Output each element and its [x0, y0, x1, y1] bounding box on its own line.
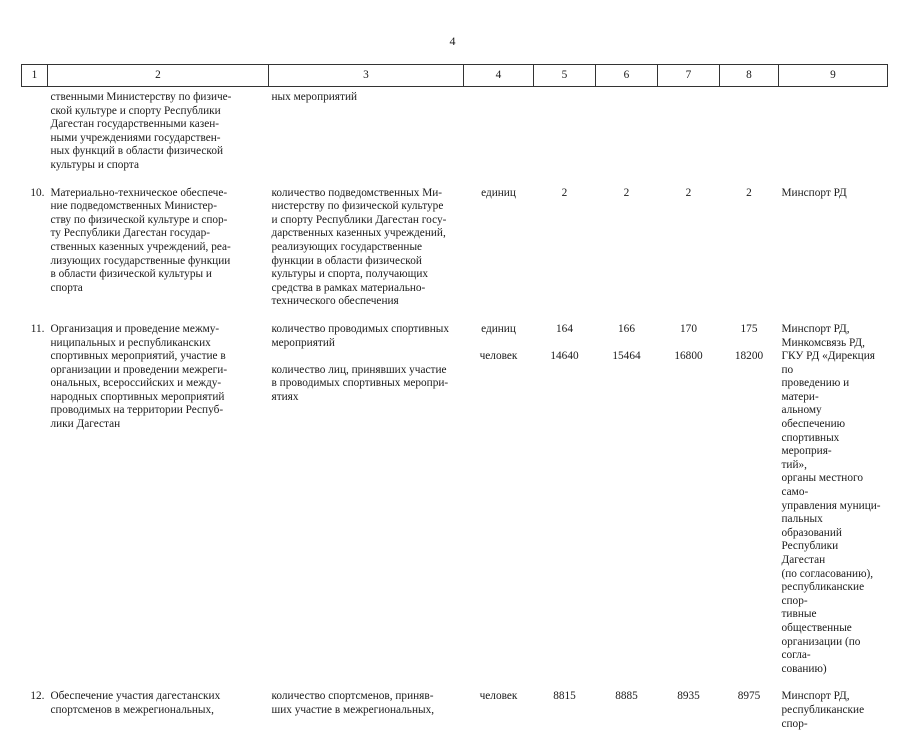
- executor-line: тий»,: [782, 459, 885, 473]
- row-number: 12.: [22, 690, 48, 731]
- measure-line: Дагестан государственными казен-: [51, 118, 266, 132]
- column-header: 5: [534, 65, 596, 87]
- unit-cell: [464, 87, 534, 173]
- measure-line: ние подведомственных Министер-: [51, 200, 266, 214]
- measure-line: лики Дагестан: [51, 418, 266, 432]
- indicator-cell: [269, 87, 464, 173]
- row-number: 10.: [22, 187, 48, 309]
- measure-line: Организация и проведение межму-: [51, 323, 266, 337]
- unit-cell-value: единиц: [467, 187, 531, 201]
- executor-cell: [779, 87, 888, 173]
- unit-cell-value: человек: [467, 350, 531, 364]
- indicator-line: количество лиц, принявших участие: [272, 364, 461, 378]
- unit-cell-value: единиц: [467, 323, 531, 337]
- table-row: [22, 87, 888, 173]
- indicator-line: технического обеспечения: [272, 295, 461, 309]
- value-2021-cell-value: 15464: [599, 350, 655, 364]
- executor-line: спортивных мероприя-: [782, 432, 885, 459]
- executor-line: республиканские спор-: [782, 581, 885, 608]
- executor-line: тивные общественные: [782, 608, 885, 635]
- value-2023-cell: [720, 187, 779, 309]
- value-2022-cell: [658, 323, 720, 676]
- value-2023-cell: [720, 87, 779, 173]
- executor-line: органы местного само-: [782, 472, 885, 499]
- measure-line: проводимых на территории Респуб-: [51, 404, 266, 418]
- table-row: [22, 690, 888, 731]
- measure-line: народных спортивных мероприятий: [51, 391, 266, 405]
- executor-line: Республики Дагестан: [782, 540, 885, 567]
- indicator-cell: [269, 690, 464, 731]
- unit-cell: [464, 187, 534, 309]
- executor-line: (по согласованию),: [782, 568, 885, 582]
- value-2020-cell: [534, 87, 596, 173]
- indicator-line: реализующих государственные: [272, 241, 461, 255]
- measure-line: ственных казенных учреждений, реа-: [51, 241, 266, 255]
- executor-line: республиканские спор-: [782, 704, 885, 731]
- indicator-cell: [269, 187, 464, 309]
- measure-line: ными учреждениями государствен-: [51, 132, 266, 146]
- measure-line: культуры и спорта: [51, 159, 266, 173]
- measure-line: ственными Министерству по физиче-: [51, 91, 266, 105]
- value-2022-cell: [658, 87, 720, 173]
- measure-line: лизующих государственные функции: [51, 255, 266, 269]
- measure-line: Материально-техническое обеспече-: [51, 187, 266, 201]
- indicator-cell: [269, 323, 464, 676]
- column-header: 2: [48, 65, 269, 87]
- indicator-line: в проводимых спортивных меропри-: [272, 377, 461, 391]
- indicator-line: количество подведомственных Ми-: [272, 187, 461, 201]
- executor-line: организации (по согла-: [782, 636, 885, 663]
- unit-cell: [464, 323, 534, 676]
- executor-line: проведению и матери-: [782, 377, 885, 404]
- value-2020-cell-value: 14640: [537, 350, 593, 364]
- measure-cell: [48, 187, 269, 309]
- executor-line: ГКУ РД «Дирекция по: [782, 350, 885, 377]
- program-table: [21, 64, 888, 731]
- indicator-line: и спорту Республики Дагестан госу-: [272, 214, 461, 228]
- value-2023-cell: [720, 690, 779, 731]
- value-2022-cell: [658, 690, 720, 731]
- column-header: 6: [596, 65, 658, 87]
- executor-line: управления муници-: [782, 500, 885, 514]
- value-2020-cell: [534, 323, 596, 676]
- value-2023-cell-value: 2: [723, 187, 776, 201]
- measure-line: ту Республики Дагестан государ-: [51, 227, 266, 241]
- measure-line: ных функций в области физической: [51, 145, 266, 159]
- measure-line: ской культуре и спорту Республики: [51, 105, 266, 119]
- value-2023-cell: [720, 323, 779, 676]
- row-number: 11.: [22, 323, 48, 676]
- indicator-line: ших участие в межрегиональных,: [272, 704, 461, 718]
- measure-cell: [48, 690, 269, 731]
- value-2022-cell-value: 2: [661, 187, 717, 201]
- executor-line: альному обеспечению: [782, 404, 885, 431]
- value-2022-cell: [658, 187, 720, 309]
- measure-line: спортсменов в межрегиональных,: [51, 704, 266, 718]
- column-header: 1: [22, 65, 48, 87]
- value-2020-cell-value: 8815: [537, 690, 593, 704]
- value-2021-cell: [596, 690, 658, 731]
- value-2023-cell-value: 8975: [723, 690, 776, 704]
- column-header: 8: [720, 65, 779, 87]
- page-number: 4: [0, 34, 905, 49]
- measure-line: спортивных мероприятий, участие в: [51, 350, 266, 364]
- column-header: 9: [779, 65, 888, 87]
- indicator-line: функции в области физической: [272, 255, 461, 269]
- table-header: [22, 65, 888, 87]
- column-header: 3: [269, 65, 464, 87]
- unit-cell: [464, 690, 534, 731]
- unit-cell-value: человек: [467, 690, 531, 704]
- value-2023-cell-value: 18200: [723, 350, 776, 364]
- indicator-line: ятиях: [272, 391, 461, 405]
- executor-line: Минкомсвязь РД,: [782, 337, 885, 351]
- indicator-line: средства в рамках материально-: [272, 282, 461, 296]
- value-2021-cell-value: 2: [599, 187, 655, 201]
- value-2023-cell-value: 175: [723, 323, 776, 337]
- indicator-line: культуры и спорта, получающих: [272, 268, 461, 282]
- value-2020-cell: [534, 187, 596, 309]
- indicator-line: мероприятий: [272, 337, 461, 351]
- value-2022-cell-value: 8935: [661, 690, 717, 704]
- indicator-line: количество проводимых спортивных: [272, 323, 461, 337]
- measure-line: организации и проведении межреги-: [51, 364, 266, 378]
- measure-line: ональных, всероссийских и между-: [51, 377, 266, 391]
- value-2021-cell-value: 166: [599, 323, 655, 337]
- executor-line: Минспорт РД,: [782, 323, 885, 337]
- table-row: [22, 323, 888, 676]
- measure-line: спорта: [51, 282, 266, 296]
- value-2021-cell-value: 8885: [599, 690, 655, 704]
- measure-line: ству по физической культуре и спор-: [51, 214, 266, 228]
- executor-line: сованию): [782, 663, 885, 677]
- indicator-line: количество спортсменов, приняв-: [272, 690, 461, 704]
- executor-line: Минспорт РД: [782, 187, 885, 201]
- column-header: 7: [658, 65, 720, 87]
- indicator-line: нистерству по физической культуре: [272, 200, 461, 214]
- value-2020-cell-value: 164: [537, 323, 593, 337]
- indicator-line: ных мероприятий: [272, 91, 461, 105]
- value-2022-cell-value: 170: [661, 323, 717, 337]
- executor-line: пальных образований: [782, 513, 885, 540]
- measure-cell: [48, 323, 269, 676]
- table-body: [22, 87, 888, 731]
- measure-cell: [48, 87, 269, 173]
- value-2021-cell: [596, 323, 658, 676]
- value-2022-cell-value: 16800: [661, 350, 717, 364]
- value-2020-cell-value: 2: [537, 187, 593, 201]
- executor-cell: [779, 690, 888, 731]
- column-header: 4: [464, 65, 534, 87]
- executor-cell: [779, 187, 888, 309]
- indicator-line: дарственных казенных учреждений,: [272, 227, 461, 241]
- measure-line: ниципальных и республиканских: [51, 337, 266, 351]
- measure-line: в области физической культуры и: [51, 268, 266, 282]
- executor-line: Минспорт РД,: [782, 690, 885, 704]
- executor-cell: [779, 323, 888, 676]
- value-2021-cell: [596, 187, 658, 309]
- table-row: [22, 187, 888, 309]
- value-2020-cell: [534, 690, 596, 731]
- measure-line: Обеспечение участия дагестанских: [51, 690, 266, 704]
- row-number: [22, 87, 48, 173]
- value-2021-cell: [596, 87, 658, 173]
